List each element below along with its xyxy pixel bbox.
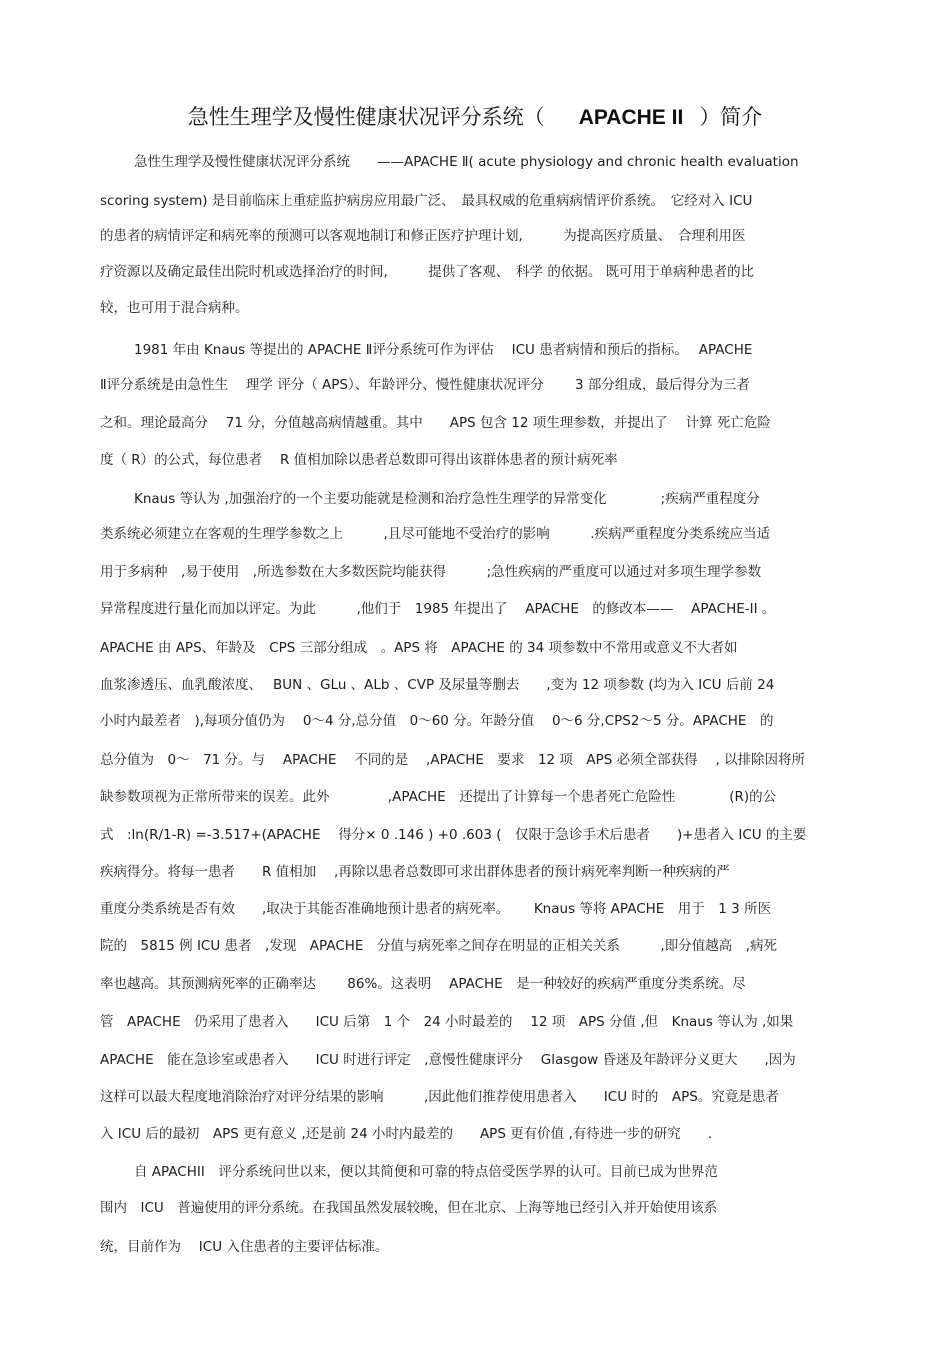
text-line: 重度分类系统是否有效 ,取决于其能否准确地预计患者的病死率。 Knaus 等将 APACHE 用于 1 3 所医 (100, 901, 772, 917)
text-line: 统，目前作为 ICU 入住患者的主要评估标准。 (100, 1239, 389, 1255)
text-line: 用于多病种 ,易于使用 ,所选参数在大多数医院均能获得 ;急性疾病的严重度可以通过对多项生理学参数 (100, 564, 762, 580)
text-line: 异常程度进行量化而加以评定。为此 ,他们于 1985 年提出了 APACHE 的修改本—— APACHE-II 。 (100, 601, 776, 617)
text-line: 总分值为 0～ 71 分。与 APACHE 不同的是 ,APACHE 要求 12 项 APS 必须全部获得 , 以排除因将所 (100, 752, 806, 768)
text-line: 之和。理论最高分 71 分，分值越高病情越重。其中 APS 包含 12 项生理参数，并提出了 计算 死亡危险 (100, 415, 771, 431)
text-line: 疾病得分。将每一患者 R 值相加 ,再除以患者总数即可求出群体患者的预计病死率判断一种疾病的严 (100, 864, 730, 880)
text-line: 围内 ICU 普遍使用的评分系统。在我国虽然发展较晚，但在北京、上海等地已经引入并开始使用该系 (100, 1200, 718, 1216)
title-bold: APACHE II (578, 106, 684, 129)
text-line: 1981 年由 Knaus 等提出的 APACHE Ⅱ评分系统可作为评估 ICU 患者病情和预后的指标。 APACHE (134, 342, 753, 358)
text-line: Ⅱ评分系统是由急性生 理学 评分（ APS）、年龄评分、慢性健康状况评分 3 部分组成，最后得分为三者 (100, 377, 750, 393)
text-line: 血浆渗透压、血乳酸浓度、 BUN 、GLu 、ALb 、CVP 及尿量等删去 ,变为 12 项参数 (均为入 ICU 后前 24 (100, 677, 775, 693)
text-line: 这样可以最大程度地消除治疗对评分结果的影响 ,因此他们推荐使用患者入 ICU 时的 APS。究竟是患者 (100, 1089, 779, 1105)
text-line: Knaus 等认为 ,加强治疗的一个主要功能就是检测和治疗急性生理学的异常变化 ;疾病严重程度分 (134, 491, 760, 507)
text-line: 率也越高。其预测病死率的正确率达 86%。这表明 APACHE 是一种较好的疾病严重度分类系统。尽 (100, 976, 746, 992)
text-line: 式 :ln(R/1-R) =-3.517+(APACHE 得分× 0 .146 ) +0 .603 ( 仅限于急诊手术后患者 )+患者入 ICU 的主要 (100, 827, 807, 843)
title-main: 急性生理学及慢性健康状况评分系统（ (187, 105, 545, 129)
document-title (0, 103, 950, 132)
title-tail: ）简介 (699, 105, 763, 129)
text-line: 管 APACHE 仍采用了患者入 ICU 后第 1 个 24 小时最差的 12 项 APS 分值 ,但 Knaus 等认为 ,如果 (100, 1014, 794, 1030)
text-line: scoring system) 是目前临床上重症监护病房应用最广泛、 最具权威的危重病病情评价系统。 它经对入 ICU (100, 193, 753, 209)
text-line: 缺参数项视为正常所带来的误差。此外 ,APACHE 还提出了计算每一个患者死亡危险性 (R)的公 (100, 789, 777, 805)
text-line: 的患者的病情评定和病死率的预测可以客观地制订和修正医疗护理计划, 为提高医疗质量、 合理利用医 (100, 228, 746, 244)
text-line: 自 APACHII 评分系统问世以来，便以其简便和可靠的特点倍受医学界的认可。目前已成为世界范 (134, 1164, 718, 1180)
text-line: 较，也可用于混合病种。 (100, 300, 249, 316)
text-line: 度（ R）的公式，每位患者 R 值相加除以患者总数即可得出该群体患者的预计病死率 (100, 452, 618, 468)
text-line: 院的 5815 例 ICU 患者 ,发现 APACHE 分值与病死率之间存在明显的正相关关系 ,即分值越高 ,病死 (100, 938, 778, 954)
text-line: 疗资源以及确定最佳出院时机或选择治疗的时间, 提供了客观、 科学 的依据。 既可用于单病种患者的比 (100, 264, 755, 280)
text-line: 急性生理学及慢性健康状况评分系统 ——APACHE Ⅱ( acute physiology and chronic health evaluation (134, 154, 799, 170)
text-line: APACHE 能在急诊室或患者入 ICU 时进行评定 ,意慢性健康评分 Glasgow 昏迷及年龄评分义更大 ,因为 (100, 1052, 796, 1068)
text-line: APACHE 由 APS、年龄及 CPS 三部分组成 。APS 将 APACHE 的 34 项参数中不常用或意义不大者如 (100, 640, 738, 656)
text-line: 小时内最差者 ),每项分值仍为 0～4 分,总分值 0～60 分。年龄分值 0～6 分,CPS2～5 分。APACHE 的 (100, 713, 774, 729)
text-line: 入 ICU 后的最初 APS 更有意义 ,还是前 24 小时内最差的 APS 更有价值 ,有待进一步的研究 . (100, 1126, 713, 1142)
text-line: 类系统必须建立在客观的生理学参数之上 ,且尽可能地不受治疗的影响 .疾病严重程度分类系统应当适 (100, 526, 771, 542)
